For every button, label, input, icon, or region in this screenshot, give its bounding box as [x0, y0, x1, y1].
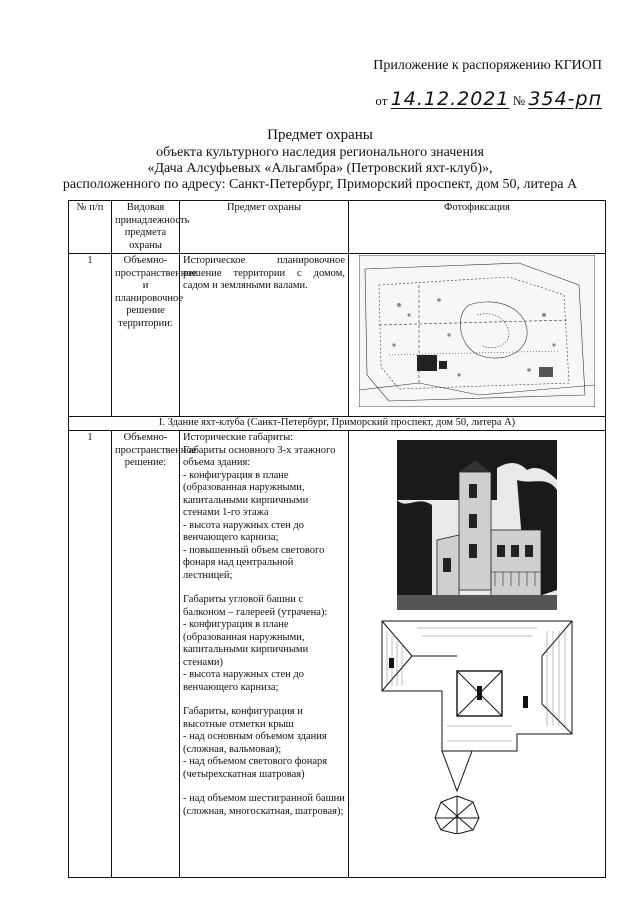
row2-photo-cell — [349, 431, 606, 878]
table-row — [69, 431, 606, 878]
section-row — [69, 417, 606, 431]
subject-line: - повышенный объем светового фонаря над центральной лестницей; — [183, 544, 325, 581]
subject-line: Исторические габариты: — [183, 432, 294, 443]
subject-line: - конфигурация в плане (образованная наружными, капитальными кирпичными стенами 1-го этажа — [183, 469, 309, 518]
subject-line: Габариты основного 3-х этажного объема здания: — [183, 444, 336, 468]
protection-subject-table — [68, 200, 606, 878]
row2-number: 1 — [69, 431, 112, 878]
order-number: 354-рп — [528, 88, 602, 110]
row2-type: Объемно-пространственное решение: — [112, 431, 180, 878]
subject-line: - над основным объемом здания (сложная, вальмовая); — [183, 731, 327, 755]
site-plan-image — [359, 255, 595, 407]
order-from-label: от — [375, 93, 388, 108]
document-title: Предмет охраны — [267, 127, 373, 143]
row1-type: Объемно-пространственное и планировочное решение территории: — [112, 254, 180, 417]
subject-line: - над объемом светового фонаря (четырехскатная шатровая) — [183, 756, 328, 780]
title-line-2: «Дача Алсуфьевых «Альгамбра» (Петровский яхт-клуб)», — [147, 161, 493, 176]
row2-subject — [180, 431, 349, 878]
order-reference — [375, 88, 602, 110]
col-header-subject: Предмет охраны — [180, 201, 349, 254]
subject-line: - конфигурация в плане (образованная наружными, капитальными кирпичными стенами) — [183, 619, 309, 668]
row1-subject: Историческое планировочное решение территории с домом, садом и земляными валами. — [180, 254, 349, 417]
table-header-row — [69, 201, 606, 254]
title-line-1: объекта культурного наследия регионального значения — [156, 145, 484, 160]
row1-photo-cell — [349, 254, 606, 417]
col-header-type: Видовая принадлежность предмета охраны — [112, 201, 180, 254]
subject-line: Габариты, конфигурация и высотные отметки крыш — [183, 706, 303, 730]
table-row — [69, 254, 606, 417]
subject-line: Габариты угловой башни с балконом – галереей (утрачена): — [183, 594, 328, 618]
subject-line: - высота наружных стен до венчающего карниза; — [183, 519, 304, 543]
col-header-photo: Фотофиксация — [349, 201, 606, 254]
row1-number: 1 — [69, 254, 112, 417]
order-number-sign: № — [512, 93, 526, 108]
spacer — [183, 694, 345, 706]
subject-line: - высота наружных стен до венчающего карниза; — [183, 669, 304, 693]
col-header-number: № п/п — [69, 201, 112, 254]
appendix-header: Приложение к распоряжению КГИОП — [373, 58, 602, 73]
spacer — [183, 582, 345, 594]
section-title: I. Здание яхт-клуба (Санкт-Петербург, Приморский проспект, дом 50, литера А) — [69, 417, 606, 431]
order-date: 14.12.2021 — [390, 88, 510, 110]
roof-plan-drawing — [377, 616, 577, 834]
subject-line: - над объемом шестигранной башни (сложная, многоскатная, шатровая); — [183, 793, 345, 817]
building-photo — [397, 440, 557, 610]
title-line-3: расположенного по адресу: Санкт-Петербург, Приморский проспект, дом 50, литера А — [62, 177, 578, 192]
spacer — [183, 781, 345, 793]
